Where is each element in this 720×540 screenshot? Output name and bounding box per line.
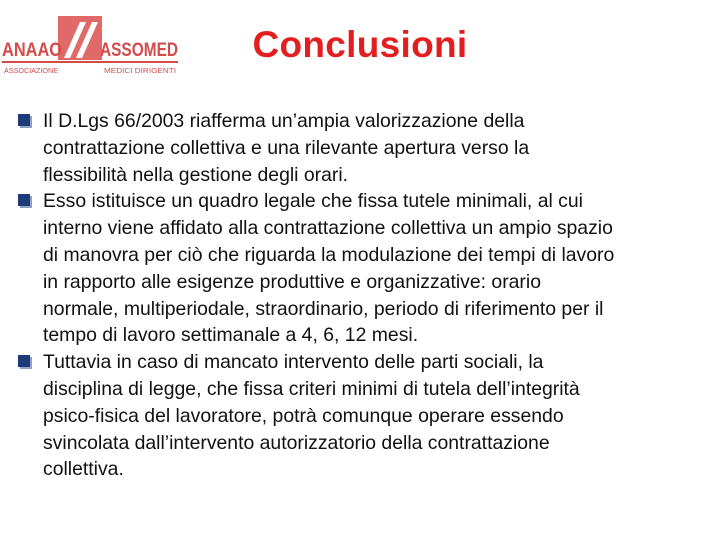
bullet-line: Il D.Lgs 66/2003 riafferma un’ampia valorizzazione della [43,110,525,132]
logo-left-text: ANAAO [2,40,62,61]
bullet-list [18,108,708,483]
bullet-line: contrattazione collettiva e una rilevante apertura verso la [43,136,530,159]
bullet-line: collettiva. [43,458,124,481]
bullet-item [18,349,708,483]
logo-right-text: ASSOMED [100,40,178,61]
bullet-line: flessibilità nella gestione degli orari. [43,163,349,186]
bullet-line: in rapporto alle esigenze produttive e organizzative: orario [43,270,541,293]
bullet-item [18,188,708,349]
bullet-line: tempo di lavoro settimanale a 4, 6, 12 mesi. [43,324,419,347]
square-bullet-icon [18,114,30,126]
logo-sub-left: ASSOCIAZIONE [4,66,58,75]
anaao-assomed-logo [0,14,182,80]
bullet-line: psico-fisica del lavoratore, potrà comunque operare essendo [43,404,564,427]
bullet-item [18,108,708,188]
bullet-line: Tuttavia in caso di mancato intervento delle parti sociali, la [43,351,544,374]
square-bullet-icon [18,194,30,206]
slide-title: Conclusioni [252,24,468,65]
square-bullet-icon [18,355,30,367]
bullet-line: disciplina di legge, che fissa criteri minimi di tutela dell’integrità [43,377,580,400]
logo-sub-right: MEDICI DIRIGENTI [104,66,176,75]
bullet-line: di manovra per ciò che riguarda la modulazione dei tempi di lavoro [43,243,615,266]
logo-graphic [0,14,182,80]
bullet-line: interno viene affidato alla contrattazione collettiva un ampio spazio [43,217,613,240]
bullet-line: normale, multiperiodale, straordinario, periodo di riferimento per il [43,297,604,320]
bullet-line: Esso istituisce un quadro legale che fissa tutele minimali, al cui [43,190,583,213]
bullet-line: svincolata dall’intervento autorizzatorio della contrattazione [43,431,550,454]
